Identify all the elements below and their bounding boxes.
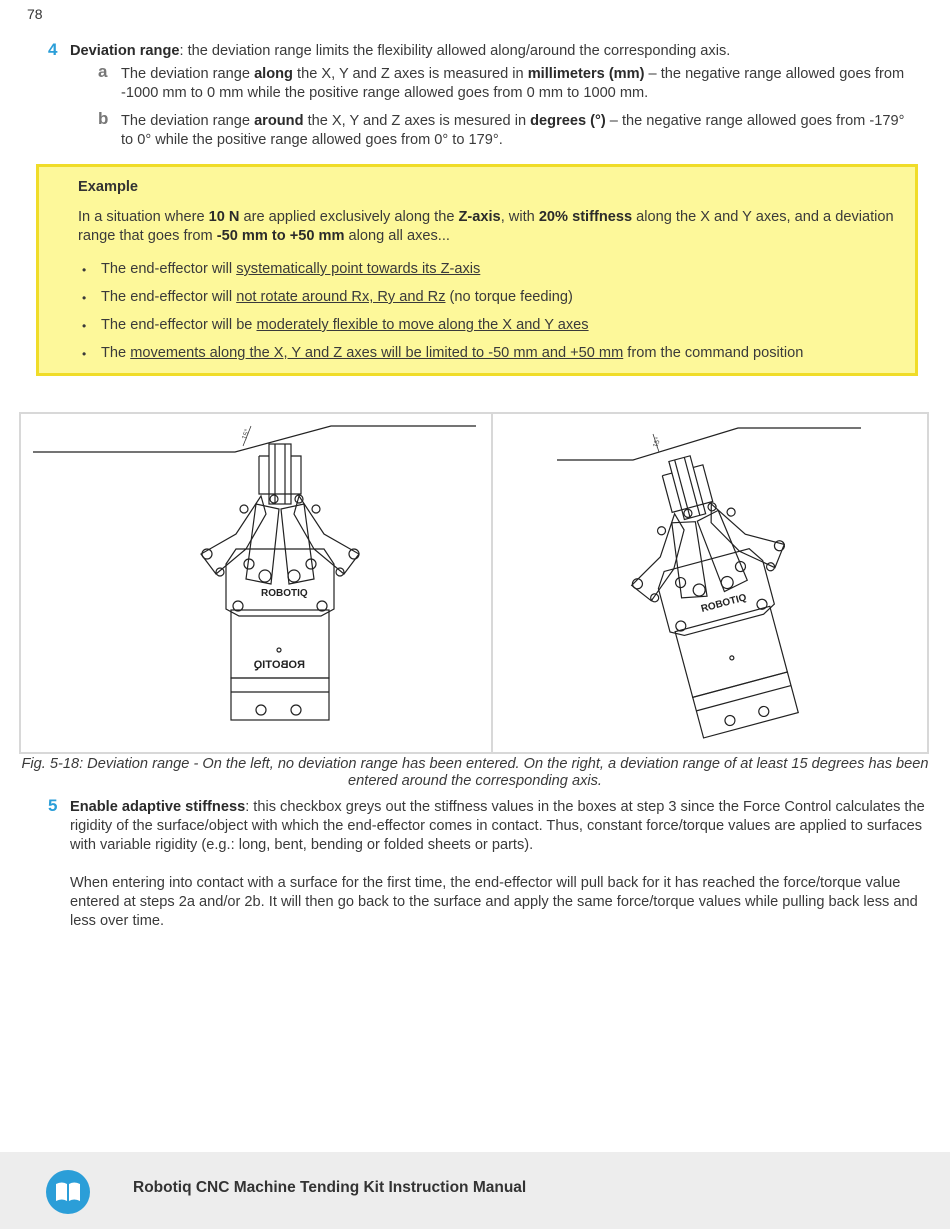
step-text: [70, 798, 928, 855]
substep-text: [121, 112, 918, 150]
text-run: the X, Y and Z axes is measured in: [292, 66, 528, 82]
step-description: : the deviation range limits the flexibility allowed along/around the corresponding axis.: [179, 43, 731, 59]
text-run: – the negative range allowed goes from -1000 mm to 0 mm while the positive range allowed goes from 0 mm to 1000 mm.: [121, 66, 905, 101]
example-title: Example: [78, 179, 139, 195]
step-text: [70, 42, 928, 61]
list-item: [78, 288, 803, 316]
text-run: are applied exclusively along the: [239, 209, 459, 225]
underlined-run: movements along the X, Y and Z axes will be limited to -50 mm and +50 mm: [130, 345, 624, 361]
list-item: [78, 344, 803, 372]
page-footer: [0, 1152, 950, 1229]
substep-letter: b: [98, 109, 109, 128]
text-run: along all axes...: [344, 228, 450, 244]
step-number: 5: [48, 796, 58, 815]
underlined-run: moderately flexible to move along the X and Y axes: [256, 317, 589, 333]
step-4: [48, 42, 928, 61]
figure-panel: [19, 412, 929, 754]
text-run: along the X and Y axes, and a deviation range that goes from: [78, 209, 894, 244]
text-run: – the negative range allowed goes from -179° to 0° while the positive range allowed goes from 0° to 179°.: [121, 113, 905, 148]
bold-run: millimeters (mm): [527, 66, 645, 82]
substep-b: [98, 109, 918, 150]
text-run: from the command position: [623, 345, 804, 361]
gripper-diagram-right: [493, 414, 929, 752]
list-item: [78, 260, 803, 288]
underlined-run: not rotate around Rx, Ry and Rz: [236, 289, 446, 305]
gripper-diagram-left: [21, 414, 491, 752]
step-description: : this checkbox greys out the stiffness values in the boxes at step 3 since the Force Control calculates the rigidity of the surface/object with which the end-effector comes in contact. Thus, constant force/torque values are applied to surfaces with variable rigidity (e.g.: long, bent, bending or folded sheets or parts).: [70, 799, 925, 853]
example-box: [36, 164, 918, 376]
text-run: The end-effector will be: [101, 317, 257, 333]
text-run: The: [101, 345, 131, 361]
step-number: 4: [48, 40, 58, 59]
figure-caption: Fig. 5-18: Deviation range - On the left, no deviation range has been entered. On the right, a deviation range of at least 15 degrees has been entered around the corresponding axis.: [21, 756, 929, 789]
bold-run: degrees (°): [530, 113, 606, 129]
text-run: The end-effector will: [101, 289, 237, 305]
book-icon: [46, 1170, 90, 1214]
text-run: In a situation where: [78, 209, 209, 225]
brand-label: ROBOTIQ: [261, 588, 308, 599]
text-run: (no torque feeding): [445, 289, 573, 305]
substep-letter: a: [98, 62, 108, 81]
substep-text: [121, 65, 918, 103]
angle-label: 15°: [652, 436, 663, 449]
footer-title: Robotiq CNC Machine Tending Kit Instruction Manual: [133, 1179, 527, 1196]
text-run: The end-effector will: [101, 261, 237, 277]
list-item: [78, 316, 803, 344]
angle-label: 15°: [241, 428, 252, 441]
substep-a: [98, 62, 918, 103]
step-title: Deviation range: [70, 43, 180, 59]
step-title: Enable adaptive stiffness: [70, 799, 246, 815]
brand-label-mirrored: ROBOTIQ: [253, 659, 305, 671]
page-number: 78: [27, 6, 43, 22]
bold-run: along: [254, 66, 293, 82]
text-run: , with: [500, 209, 539, 225]
example-intro: [78, 208, 898, 246]
text-run: The deviation range: [121, 113, 255, 129]
bold-run: 20% stiffness: [538, 209, 633, 225]
brand-label: ROBOTIQ: [699, 592, 748, 615]
bold-run: 10 N: [208, 209, 240, 225]
step-5-paragraph: When entering into contact with a surface for the first time, the end-effector will pull back for it has reached the force/torque value entered at steps 2a and/or 2b. It will then go back to the surface and apply the same force/torque values while pulling back less and less over time.: [70, 875, 918, 929]
underlined-run: systematically point towards its Z-axis: [236, 261, 481, 277]
bold-run: around: [254, 113, 304, 129]
example-bullet-list: [78, 260, 803, 372]
bold-run: Z-axis: [458, 209, 501, 225]
step-5: [48, 798, 928, 855]
text-run: the X, Y and Z axes is mesured in: [303, 113, 531, 129]
bold-run: -50 mm to +50 mm: [216, 228, 345, 244]
text-run: The deviation range: [121, 66, 255, 82]
